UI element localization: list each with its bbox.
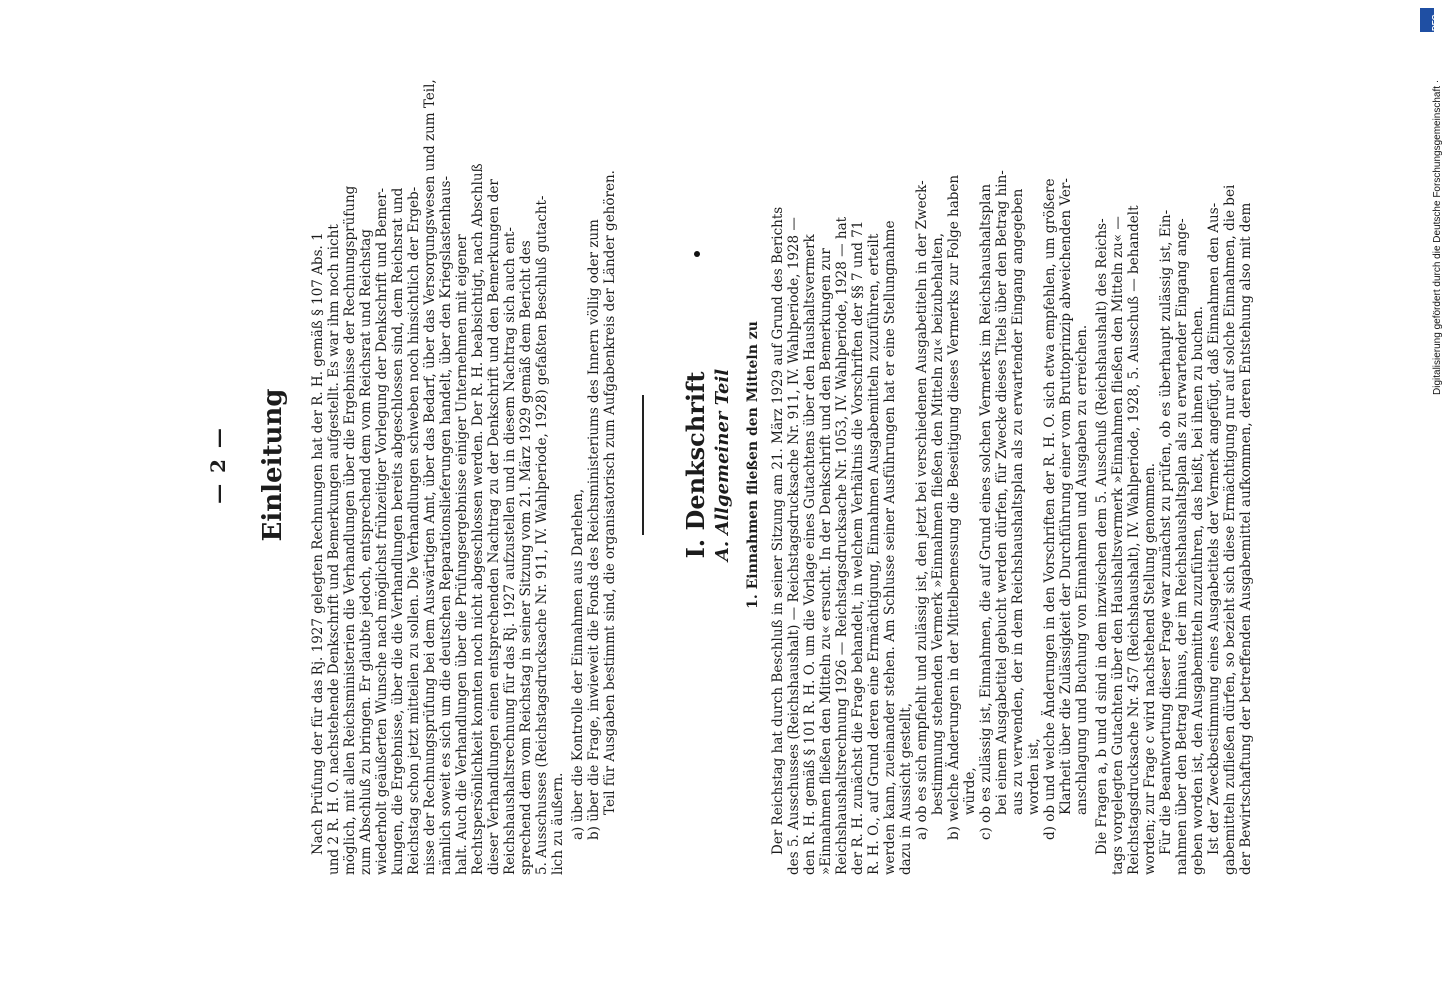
closing-line: nahmen über den Betrag hinaus, der im Reichshaushaltsplan als zu erwartender Eingang ange- — [1174, 218, 1190, 875]
intro-item: a) über die Kontrolle der Einnahmen aus Darlehen, — [570, 488, 586, 840]
body-line: »Einnahmen fließen den Mitteln zu« ersucht. In der Denkschrift und den Bemerkungen zur — [818, 248, 834, 875]
body-item: worden ist, — [1026, 738, 1042, 815]
intro-line: und 2 R. H. O. nachstehende Denkschrift und Bemerkungen aufgestellt. Es war ihm noch nicht — [326, 224, 342, 875]
digitization-credit-text: Digitalisierung gefördert durch die Deutsche Forschungsgemeinschaft · — [1432, 79, 1443, 395]
intro-line: sprechend dem vom Reichstag in seiner Sitzung vom 21. März 1929 gemäß dem Bericht des — [518, 240, 534, 875]
intro-line: zum Abschluß zu bringen. Er glaubte jedoch, entsprechend dem vom Reichsrat und Reichstag — [358, 229, 374, 875]
intro-line: 5. Ausschusses (Reichstagsdrucksache Nr. 911, IV. Wahlperiode, 1928) gefaßten Beschluß gutacht- — [534, 195, 550, 875]
body-item: Klarheit über die Zulässigkeit der Durchführung einer vom Bruttoprinzip abweichenden Ver- — [1058, 178, 1074, 815]
section-divider — [642, 395, 644, 535]
closing-line: gabemitteln zufließen dürfen, so bezieht sich diese Ermächtigung nur auf solche Einnahmen, die bei — [1222, 184, 1238, 875]
closing-line: der Bewirtschaftung der betreffenden Ausgabemittel aufkommen, deren Entstehung also mit dem — [1238, 202, 1254, 875]
section-title: Einleitung — [258, 388, 288, 542]
body-line: dazu in Aussicht gestellt, — [898, 702, 914, 875]
closing-line: worden; zur Frage c wird nachstehend Stellung genommen. — [1142, 462, 1158, 875]
body-line: werden kann, zueinander stehen. Am Schlusse seiner Ausführungen hat er eine Stellungnahme — [882, 220, 898, 875]
intro-line: nämlich soweit es sich um die deutschen Reparationslieferungen handelt, über den Kriegslastenhaus- — [438, 175, 454, 875]
body-item: b) welche Änderungen in der Mittelbemessung die Beseitigung dieses Vermerks zur Folge haben — [946, 174, 962, 840]
body-item: bei einem Ausgabetitel gebucht werden dürfen, für Zwecke dieses Titels über den Betrag hin- — [994, 170, 1010, 815]
body-line: der R. H. zunächst die Frage behandelt, in welchem Verhältnis die Vorschriften der §§ 7 und 71 — [850, 220, 866, 875]
body-item: bestimmung stehenden Vermerk »Einnahmen fließen den Mitteln zu« beizubehalten, — [930, 233, 946, 815]
closing-line: Ist der Zweckbestimmung eines Ausgabetitels der Vermerk angefügt, daß Einnahmen den Aus- — [1206, 202, 1222, 855]
intro-line: Rechtspersönlichkeit konnten noch nicht abgeschlossen werden. Der R. H. beabsichtigt, nach Abschluß — [470, 163, 486, 875]
intro-line: möglich, mit allen Reichsministerien die Verhandlungen über die Ergebnisse der Rechnungsprüfung — [342, 185, 358, 875]
intro-line: wiederholt geäußerten Wunsche nach möglichst frühzeitiger Vorlegung der Denkschrift und Bemer- — [374, 187, 390, 875]
intro-line: halt. Auch die Verhandlungen über die Prüfungsergebnisse einiger Unternehmen mit eigener — [454, 234, 470, 875]
body-line: Der Reichstag hat durch Beschluß in seiner Sitzung am 21. März 1929 auf Grund des Berichts — [770, 206, 786, 855]
subsection-title: 1. Einnahmen fließen den Mitteln zu — [745, 321, 761, 609]
closing-line: Für die Beantwortung dieser Frage war zunächst zu prüfen, ob es überhaupt zulässig ist, Ein- — [1158, 209, 1174, 855]
intro-line: kungen, die Ergebnisse, über die die Verhandlungen bereits abgeschlossen sind, dem Reichsrat und — [390, 187, 406, 875]
body-item: a) ob es sich empfiehlt und zulässig ist, den jetzt bei verschiedenen Ausgabetiteln in der Zweck- — [914, 180, 930, 840]
intro-line: Reichstag schon jetzt mitteilen zu sollen. Die Verhandlungen schweben noch hinsichtlich der Ergeb- — [406, 186, 422, 875]
intro-item: b) über die Frage, inwieweit die Fonds des Reichsministeriums des Innern völlig oder zum — [586, 219, 602, 840]
body-line: R. H. O., auf Grund deren eine Ermächtigung, Einnahmen Ausgabemitteln zuzuführen, erteilt — [866, 233, 882, 875]
closing-line: Reichstagsdrucksache Nr. 457 (Reichshaushalt), IV. Wahlperiode, 1928, 5. Ausschuß — behandelt — [1126, 205, 1142, 875]
rotated-page — [150, 35, 1310, 915]
body-line: des 5. Ausschusses (Reichshaushalt) — Reichstagsdrucksache Nr. 911, IV. Wahlperiode, 1928 — — [786, 217, 802, 875]
intro-line: Nach Prüfung der für das Rj. 1927 gelegten Rechnungen hat der R. H. gemäß § 107 Abs. 1 — [310, 232, 326, 855]
intro-line: nisse der Rechnungsprüfung bei dem Auswärtigen Amt, über das Bedarf, über das Versorgungswesen und zum Teil, — [422, 79, 438, 875]
part-title: A. Allgemeiner Teil — [712, 368, 733, 562]
intro-line: lich zu äußern. — [550, 772, 566, 875]
dfg-logo-text: DFG — [1431, 14, 1440, 31]
page-number: — 2 — — [206, 426, 230, 504]
body-item: anschlagung und Buchung von Einnahmen und Ausgaben zu erreichen. — [1074, 324, 1090, 815]
intro-item: Teil für Ausgaben bestimmt sind, die organisatorisch zum Aufgabenkreis der Länder gehören. — [602, 170, 618, 815]
body-item: d) ob und welche Änderungen in den Vorschriften der R. H. O. sich etwa empfehlen, um größere — [1042, 178, 1058, 840]
body-item: c) ob es zulässig ist, Einnahmen, die auf Grund eines solchen Vermerks im Reichshaushaltsplan — [978, 183, 994, 840]
closing-line: tags vorgelegten Gutachten über den Haushaltsvermerk »Einnahmen fließen den Mitteln zu« — — [1110, 216, 1126, 875]
intro-line: Reichshaushaltsrechnung für das Rj. 1927 aufzustellen und in diesem Nachtrag sich auch ent- — [502, 227, 518, 875]
closing-line: geben worden ist, den Ausgabemitteln zuzuführen, das heißt, bei ihnen zu buchen. — [1190, 305, 1206, 875]
main-title: I. Denkschrift — [681, 371, 710, 559]
intro-line: dieser Verhandlungen einen entsprechenden Nachtrag zu der Denkschrift und den Bemerkungen der — [486, 179, 502, 875]
closing-line: Die Fragen a, b und d sind in dem inzwischen dem 5. Ausschuß (Reichshaushalt) des Reichs- — [1094, 218, 1110, 855]
body-item: würde, — [962, 767, 978, 815]
body-item: aus zu verwenden, der in dem Reichshaushaltsplan als zu erwartender Eingang angegeben — [1010, 188, 1026, 815]
body-line: Reichshaushaltsrechnung 1926 — Reichstagsdrucksache Nr. 1053, IV. Wahlperiode, 1928 — hat — [834, 216, 850, 875]
body-line: den R. H. gemäß § 101 R. H. O. um die Vorlage eines Gutachtens über den Haushaltsvermerk — [802, 234, 818, 875]
